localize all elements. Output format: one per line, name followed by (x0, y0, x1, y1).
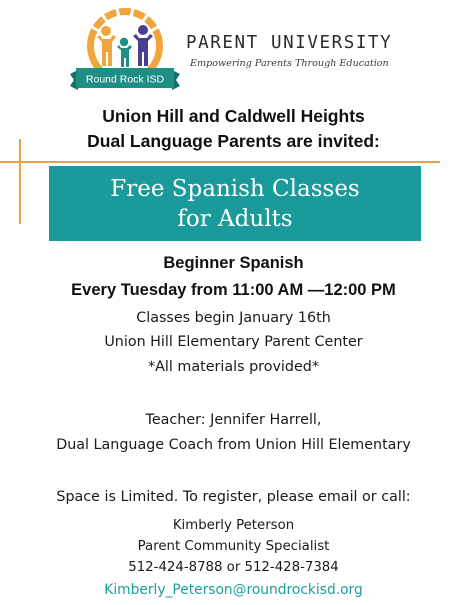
materials-note: *All materials provided* (148, 359, 319, 375)
decorative-horizontal-line (0, 161, 440, 163)
class-schedule: Every Tuesday from 11:00 AM —12:00 PM (71, 281, 396, 299)
contact-title: Parent Community Specialist (137, 539, 330, 554)
registration-notice: Space is Limited. To register, please email or call: (56, 489, 411, 505)
contact-name: Kimberly Peterson (172, 518, 295, 533)
start-date: Classes begin January 16th (136, 310, 331, 326)
banner-line-2: for Adults (177, 206, 293, 232)
class-location: Union Hill Elementary Parent Center (104, 334, 363, 350)
logo-label: Round Rock ISD (85, 73, 165, 86)
teacher-role: Dual Language Coach from Union Hill Elementary (56, 437, 411, 453)
class-banner (49, 166, 421, 241)
program-title: PARENT UNIVERSITY (186, 33, 393, 53)
invitation-line-2: Dual Language Parents are invited: (87, 131, 380, 151)
banner-line-1: Free Spanish Classes (110, 176, 360, 202)
contact-email-link[interactable]: Kimberly_Peterson@roundrockisd.org (104, 582, 363, 598)
program-tagline: Empowering Parents Through Education (190, 58, 389, 69)
course-name: Beginner Spanish (163, 254, 304, 272)
teacher-name: Teacher: Jennifer Harrell, (145, 412, 322, 428)
invitation-line-1: Union Hill and Caldwell Heights (102, 106, 365, 126)
round-rock-isd-logo (66, 4, 184, 96)
contact-phone: 512-424-8788 or 512-428-7384 (128, 560, 339, 575)
logo-graphic (66, 4, 184, 96)
